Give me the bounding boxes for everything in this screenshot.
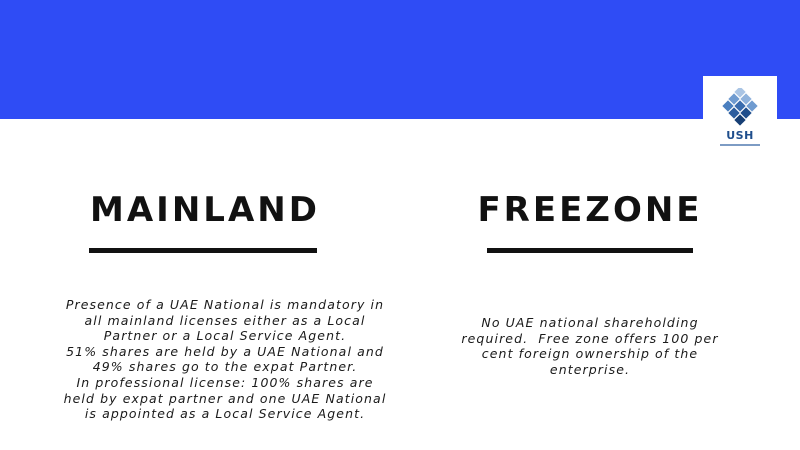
freezone-line: cent foreign ownership of the [481,346,699,362]
freezone-description [440,315,740,377]
mainland-line: 51% shares are held by a UAE National and [66,343,384,359]
logo-name: USH [726,129,754,142]
freezone-line: No UAE national shareholding [481,315,699,330]
mainland-line: Presence of a UAE National is mandatory in [65,297,385,312]
mainland-line: held by expat partner and one UAE National [63,390,387,406]
mainland-line: In professional license: 100% shares are [76,374,374,390]
freezone-line: required. Free zone offers 100 per [461,330,719,346]
logo-tagline-bar [720,144,760,146]
freezone-line: enterprise. [549,361,631,377]
mainland-title-underline [89,248,317,253]
mainland-line: 49% shares go to the expat Partner. [92,359,358,375]
mainland-line: Partner or a Local Service Agent. [103,328,347,344]
mainland-line: all mainland licenses either as a Local [84,312,366,328]
top-color-band [0,0,800,119]
mainland-description [40,297,410,422]
diamond-pixel-logo-icon [720,88,760,126]
mainland-title: MAINLAND [90,190,320,230]
freezone-title-underline [487,248,693,253]
freezone-title: FREEZONE [477,190,703,230]
company-logo [703,76,777,158]
mainland-line: is appointed as a Local Service Agent. [84,406,366,422]
